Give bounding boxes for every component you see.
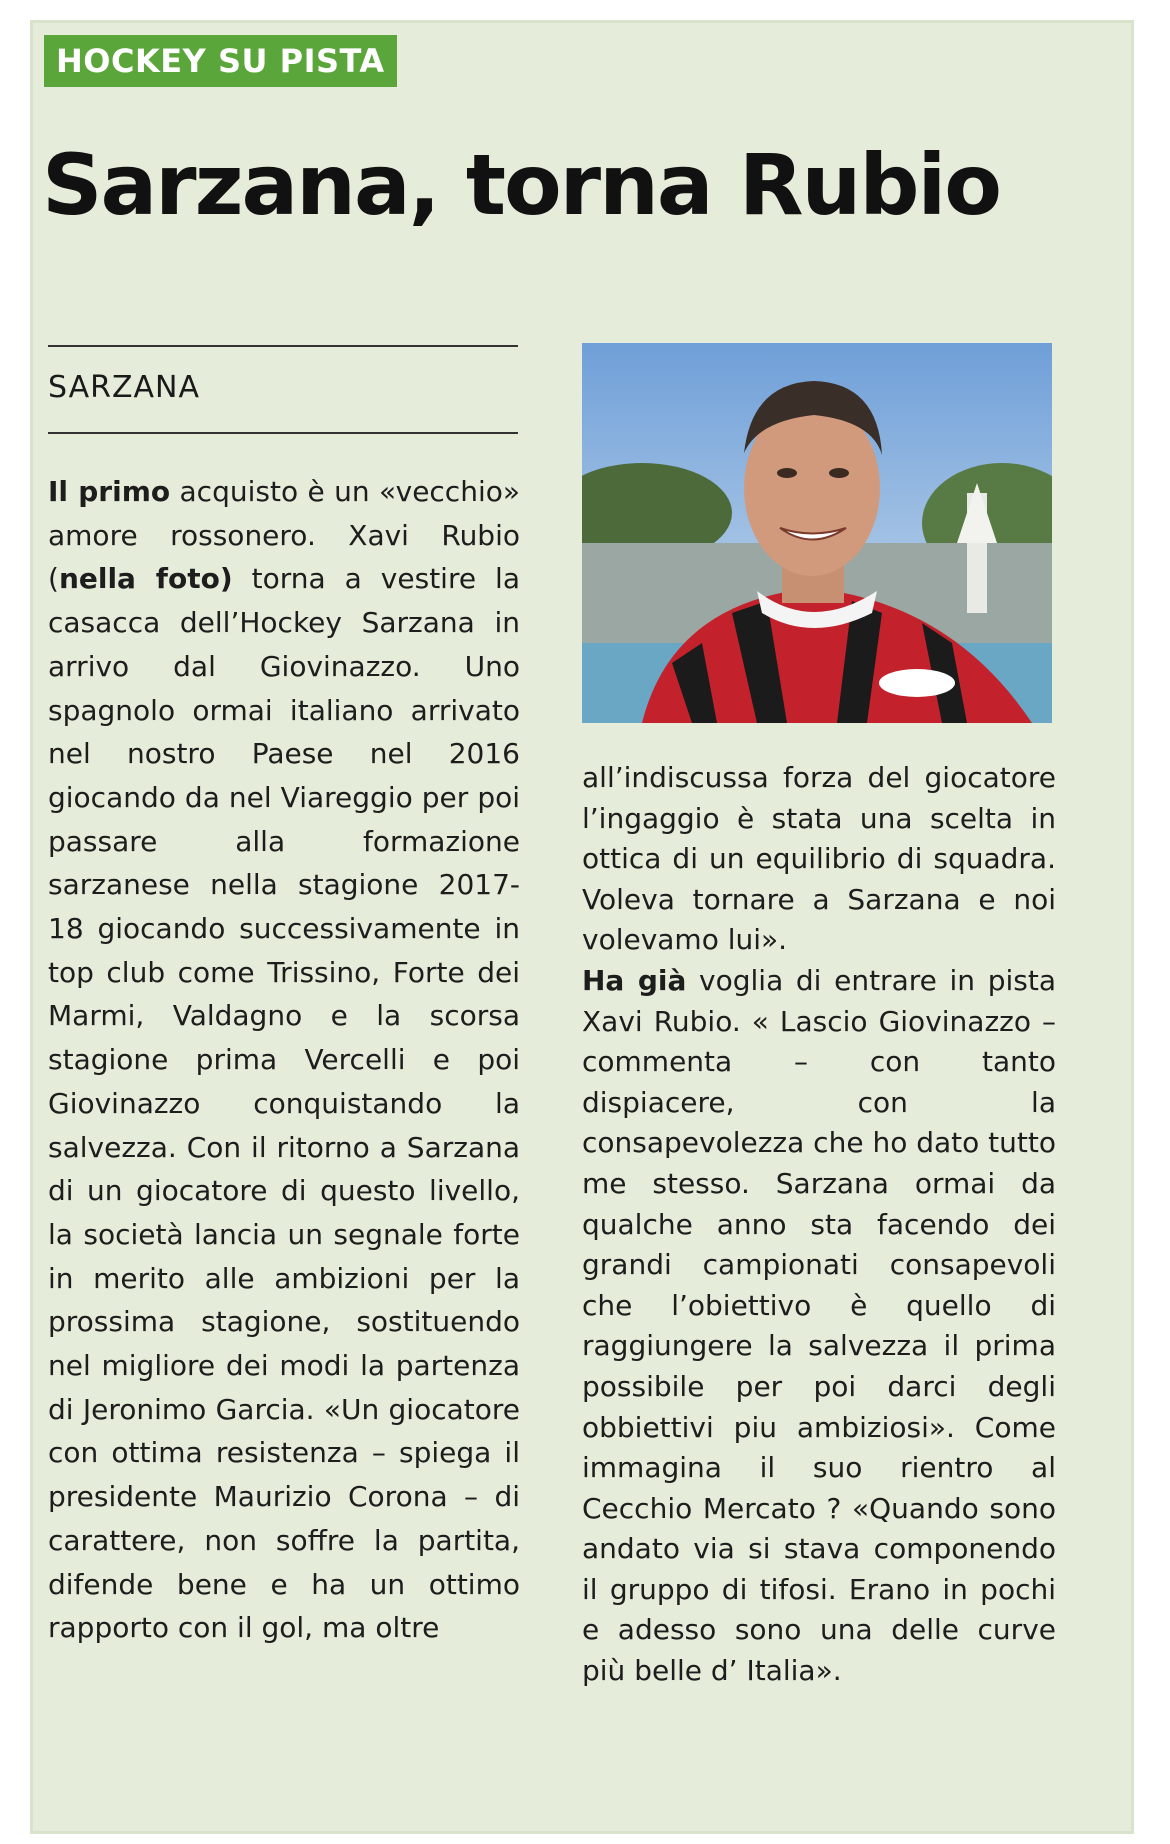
player-photo-image xyxy=(582,343,1052,723)
photo-ref-bold: nella foto) xyxy=(58,562,233,596)
col2-text-b: voglia di entrare in pista Xavi Rubio. « Lascio Giovinazzo – commenta – con tanto dispiacere, con la consapevolezza che ho dato tutto me stesso. Sarzana ormai da qualche anno sta facendo dei grandi campionati consapevoli che l’obiettivo è quello di raggiungere la salvezza il prima possibile per poi darci degli obbiettivi piu ambiziosi». Come immagina il suo rientro al Cecchio Mercato ? «Quando sono andato via si stava componendo il gruppo di tifosi. Erano in pochi e adesso sono una delle curve più belle d’ Italia». xyxy=(582,963,1056,1688)
headline: Sarzana, torna Rubio xyxy=(42,136,1000,234)
section-kicker: HOCKEY SU PISTA xyxy=(44,35,397,87)
dateline: SARZANA xyxy=(48,370,201,405)
bottom-rule xyxy=(48,432,518,434)
column-1 xyxy=(48,470,520,1650)
col1-text-a: acquisto è un «vecchio» amore rossonero. Xavi Rubio ( xyxy=(48,475,520,596)
lead-in-bold: Il primo xyxy=(48,475,171,508)
second-lead-in-bold: Ha già xyxy=(582,963,687,997)
column-2 xyxy=(582,758,1056,1692)
col1-text-b: torna a vestire la casacca dell’Hockey Sarzana in arrivo dal Giovinazzo. Uno spagnolo ormai italiano arrivato nel nostro Paese nel 2016 giocando da nel Viareggio per poi passare alla formazione sarzanese nella stagione 2017-18 giocando successivamente in top club come Trissino, Forte dei Marmi, Valdagno e la scorsa stagione prima Vercelli e poi Giovinazzo conquistando la salvezza. Con il ritorno a Sarzana di un giocatore di questo livello, la società lancia un segnale forte in merito alle ambizioni per la prossima stagione, sostituendo nel migliore dei modi la partenza di Jeronimo Garcia. «Un giocatore con ottima resistenza – spiega il presidente Maurizio Corona – di carattere, non soffre la partita, difende bene e ha un ottimo rapporto con il gol, ma oltre xyxy=(48,562,520,1645)
col2-text-a: all’indiscussa forza del giocatore l’ingaggio è stata una scelta in ottica di un equilibrio di squadra. Voleva tornare a Sarzana e noi volevamo lui». xyxy=(582,761,1056,957)
player-photo xyxy=(582,343,1052,723)
top-rule xyxy=(48,345,518,347)
